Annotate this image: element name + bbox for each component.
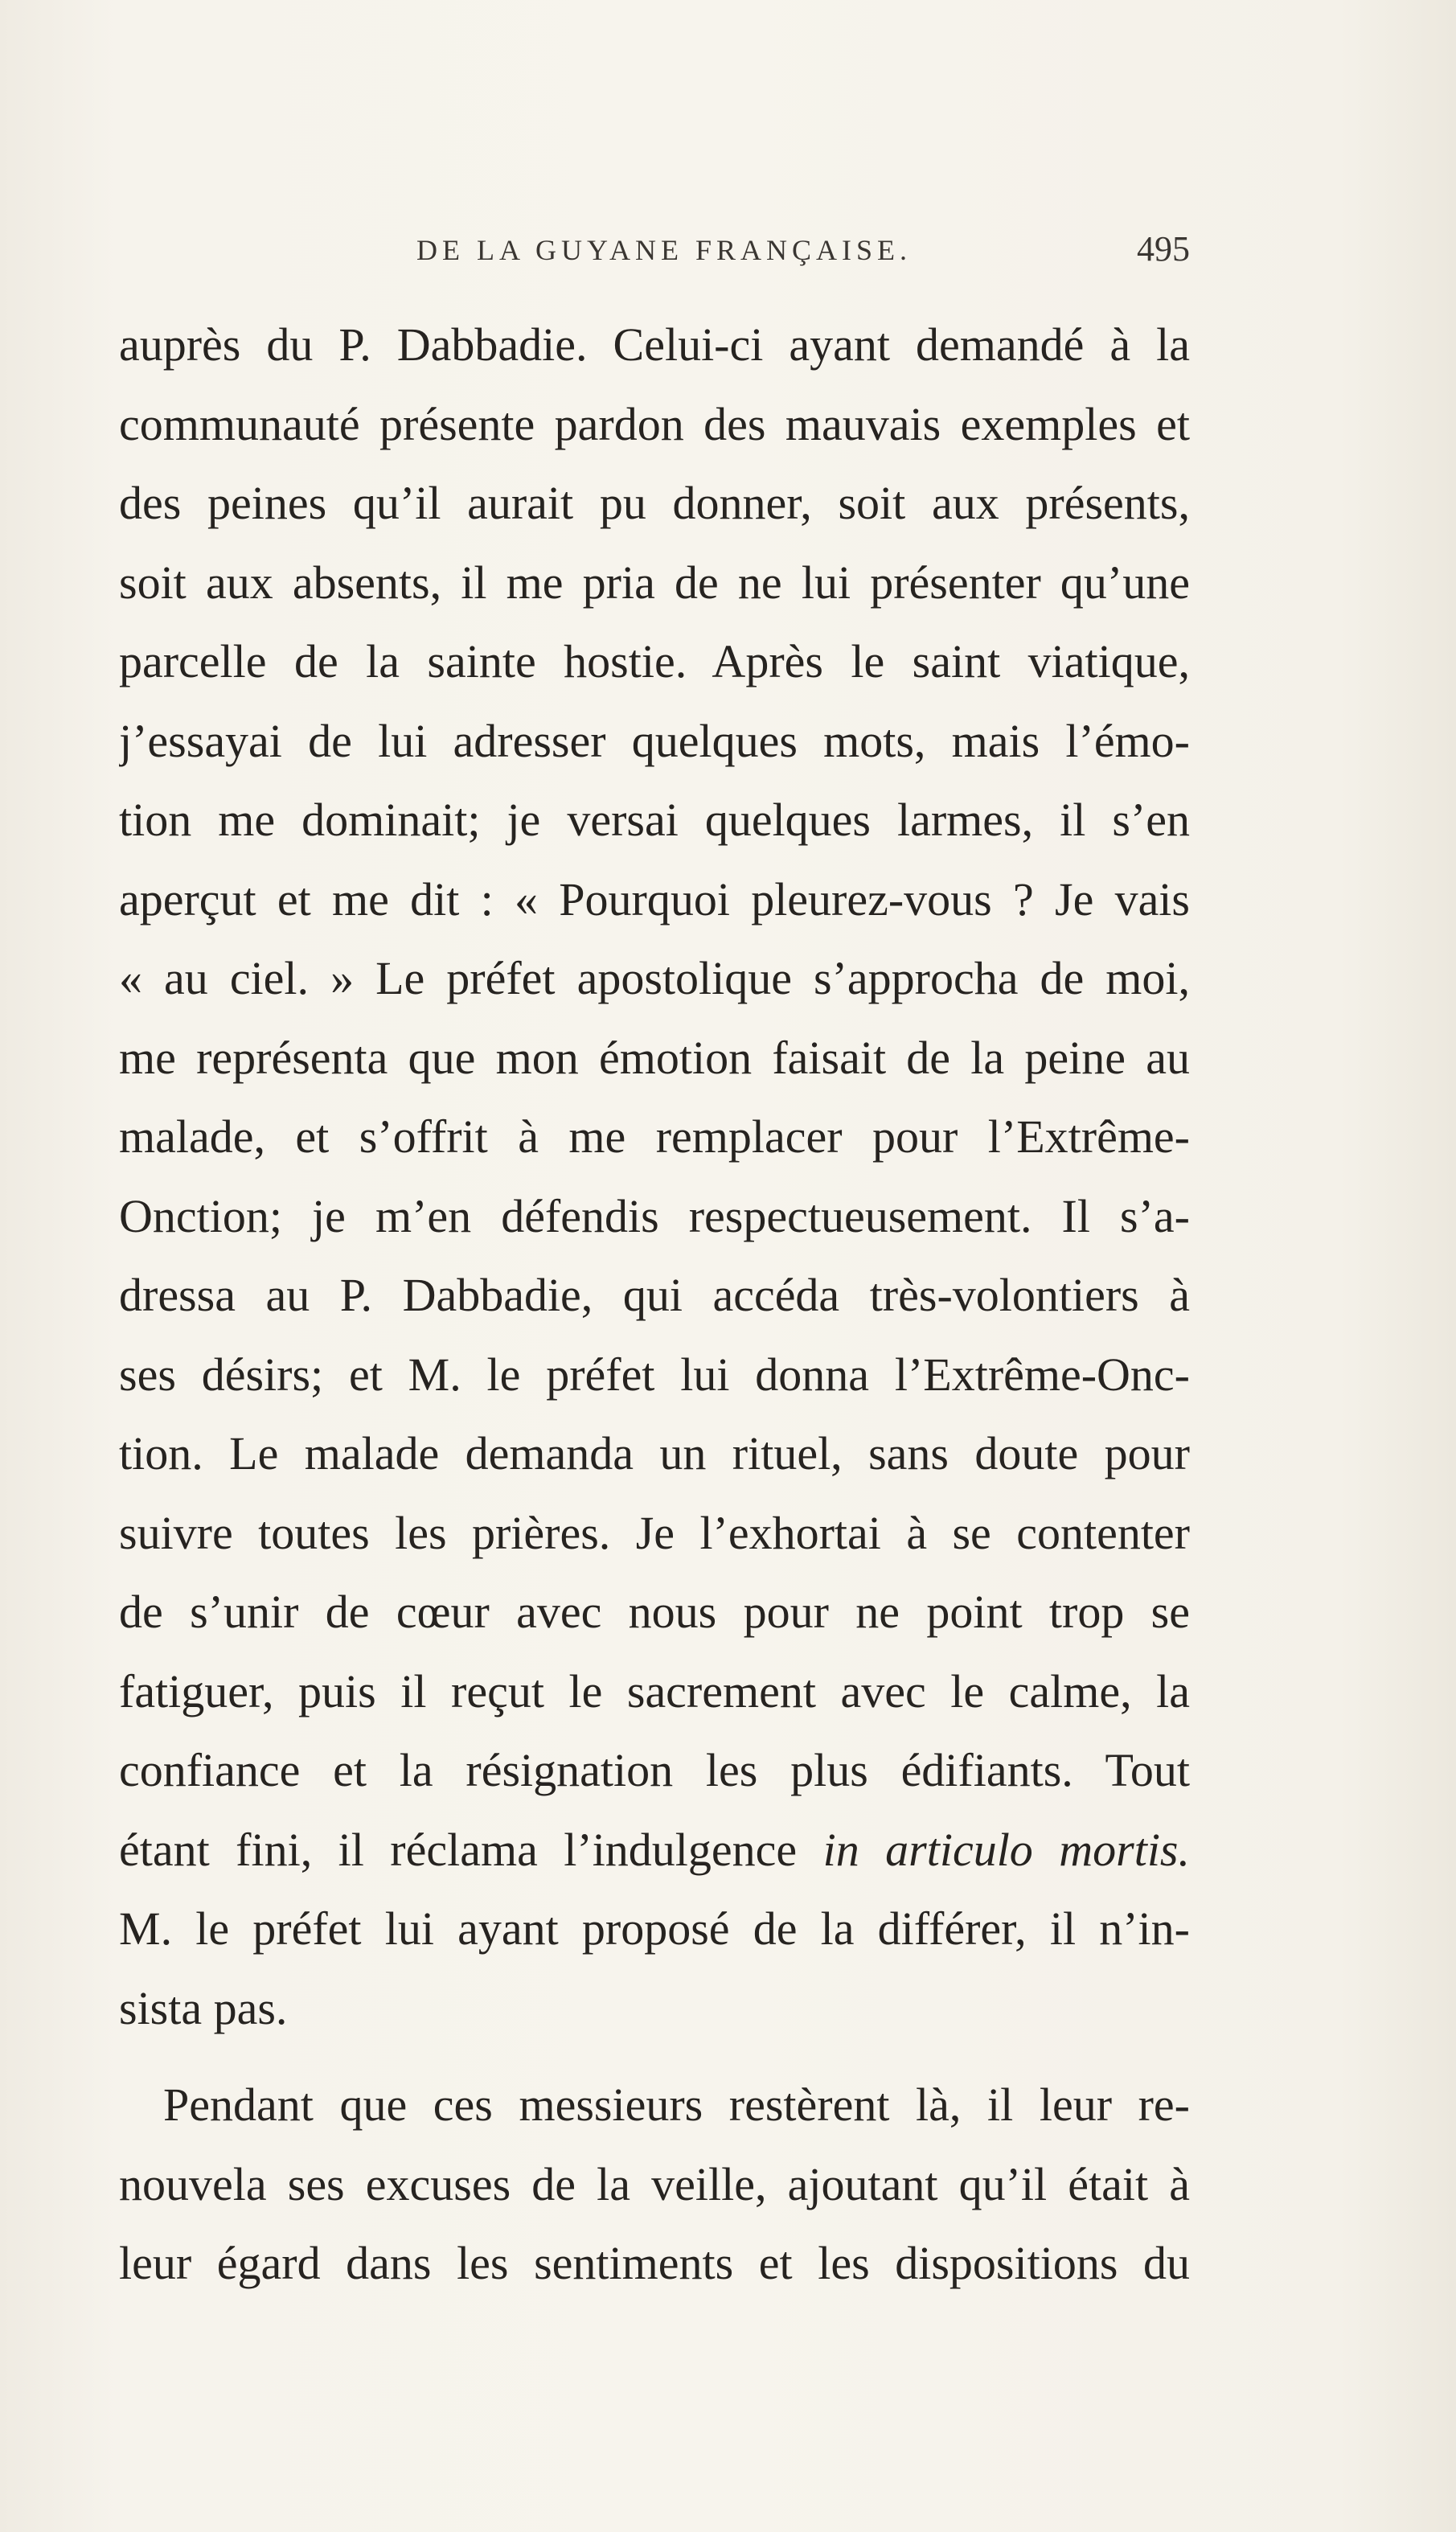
paragraph-gap (119, 2048, 1190, 2066)
running-title: DE LA GUYANE FRANÇAISE. (416, 234, 913, 266)
text-line: M. le préfet lui ayant proposé de la différer, il n’in- (119, 1902, 1190, 1955)
text-line: aperçut et me dit : « Pourquoi pleurez-vous ? Je vais (119, 872, 1190, 925)
text-line: suivre toutes les prières. Je l’exhortai à se contenter (119, 1506, 1190, 1559)
running-head (119, 229, 1190, 298)
paragraph-1 (119, 306, 1190, 2048)
text-line: « au ciel. » Le préfet apostolique s’approcha de moi, (119, 952, 1190, 1004)
text-line: nouvela ses excuses de la veille, ajoutant qu’il était à (119, 2157, 1190, 2210)
text-line: malade, et s’offrit à me remplacer pour l’Extrême- (119, 1110, 1190, 1163)
text-line-start: étant fini, il réclama l’indulgence (119, 1823, 823, 1876)
text-line: auprès du P. Dabbadie. Celui-ci ayant demandé à la (119, 318, 1190, 371)
page-text-block (119, 229, 1190, 2304)
text-line: des peines qu’il aurait pu donner, soit aux présents, (119, 477, 1190, 529)
text-line: confiance et la résignation les plus édifiants. Tout (119, 1744, 1190, 1796)
text-line: dressa au P. Dabbadie, qui accéda très-volontiers à (119, 1269, 1190, 1321)
text-line: communauté présente pardon des mauvais exemples et (119, 397, 1190, 450)
text-line: tion me dominait; je versai quelques larmes, il s’en (119, 794, 1190, 846)
text-line: Onction; je m’en défendis respectueusement. Il s’a- (119, 1189, 1190, 1242)
text-line: leur égard dans les sentiments et les dispositions du (119, 2237, 1190, 2289)
text-line: ses désirs; et M. le préfet lui donna l’Extrême-Onc- (119, 1348, 1190, 1401)
italic-latin-phrase: in articulo mortis. (822, 1823, 1190, 1876)
paragraph-2 (119, 2066, 1190, 2304)
text-line: tion. Le malade demanda un rituel, sans doute pour (119, 1427, 1190, 1479)
text-line-indented: Pendant que ces messieurs restèrent là, il leur re- (163, 2079, 1190, 2131)
page-number: 495 (1137, 229, 1190, 269)
text-line-with-italic (119, 1811, 1190, 1890)
text-line: fatiguer, puis il reçut le sacrement avec le calme, la (119, 1664, 1190, 1717)
text-line: j’essayai de lui adresser quelques mots, mais l’émo- (119, 714, 1190, 767)
text-line: de s’unir de cœur avec nous pour ne point trop se (119, 1586, 1190, 1638)
text-line: parcelle de la sainte hostie. Après le saint viatique, (119, 635, 1190, 687)
text-line: me représenta que mon émotion faisait de la peine au (119, 1031, 1190, 1084)
text-line: soit aux absents, il me pria de ne lui présenter qu’une (119, 556, 1190, 609)
text-line-paragraph-end: sista pas. (119, 1981, 288, 2034)
